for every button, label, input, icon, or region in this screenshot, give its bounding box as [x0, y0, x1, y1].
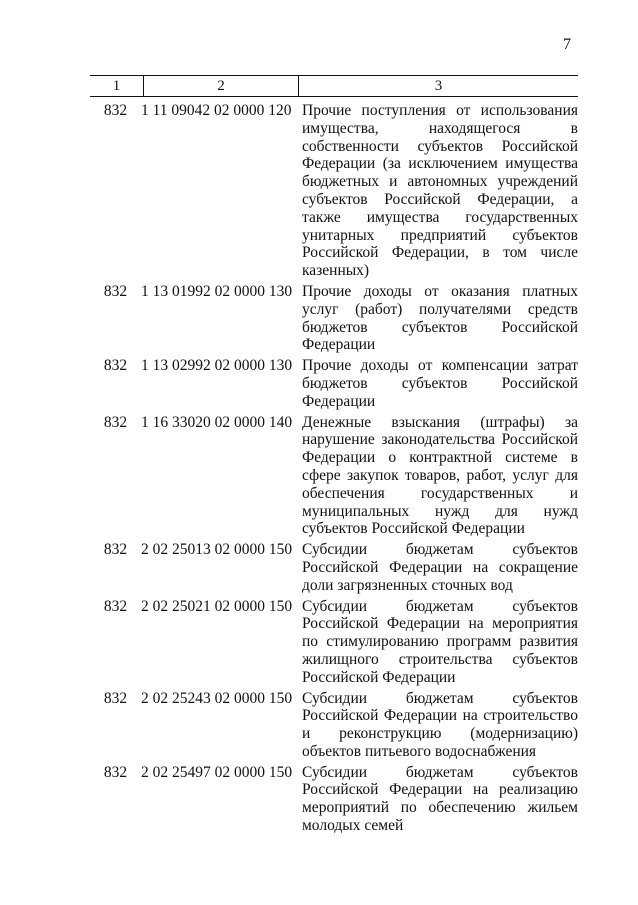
table-body: [90, 99, 578, 835]
budget-code-cell: 2 02 25013 02 0000 150: [141, 541, 293, 559]
income-name-cell: Прочие поступления от использования имущества, находящегося в собственности субъектов Российской Федерации (за исключением имущества бюджетных и автономных учреждений субъектов Российской Федерации, а также имущества государственных унитарных предприятий субъектов Российской Федерации, в том числе казенных): [302, 102, 578, 280]
admin-code-cell: 832: [103, 763, 128, 781]
admin-code-cell: 832: [103, 689, 128, 707]
budget-code-cell: 1 11 09042 02 0000 120: [141, 102, 292, 119]
income-name-cell: Субсидии бюджетам субъектов Российской Федерации на реализацию мероприятий по обеспечению жильем молодых семей: [302, 763, 578, 835]
header-col-1: 1: [90, 76, 144, 96]
table-row: [90, 99, 578, 280]
income-name-cell: Субсидии бюджетам субъектов Российской Федерации на мероприятия по стимулированию программ развития жилищного строительства субъектов Российской Федерации: [302, 597, 578, 686]
header-col-3: 3: [434, 78, 443, 94]
budget-code-cell: 1 13 01992 02 0000 130: [141, 282, 293, 300]
table-row: [90, 538, 578, 594]
budget-code-cell: 2 02 25497 02 0000 150: [141, 763, 293, 781]
table-header: [90, 75, 578, 97]
budget-code-cell: 1 16 33020 02 0000 140: [141, 413, 293, 431]
table-row: [90, 595, 578, 687]
income-name-cell: Прочие доходы от компенсации затрат бюджетов субъектов Российской Федерации: [302, 357, 578, 410]
budget-code-cell: 2 02 25021 02 0000 150: [141, 597, 293, 615]
admin-code-cell: 832: [103, 541, 128, 559]
income-name-cell: Субсидии бюджетам субъектов Российской Федерации на строительство и реконструкцию (модернизацию) объектов питьевого водоснабжения: [302, 689, 578, 760]
table-row: [90, 687, 578, 761]
header-col-2: 2: [144, 76, 299, 96]
budget-code-cell: 1 13 02992 02 0000 130: [141, 357, 293, 375]
admin-code-cell: 832: [103, 102, 128, 119]
income-name-cell: Субсидии бюджетам субъектов Российской Федерации на сокращение доли загрязненных сточных вод: [302, 541, 578, 594]
budget-code-cell: 2 02 25243 02 0000 150: [141, 689, 293, 707]
page-number: 7: [563, 36, 571, 53]
income-name-cell: Денежные взыскания (штрафы) за нарушение законодательства Российской Федерации о контрактной системе в сфере закупок товаров, работ, услуг для обеспечения государственных и муниципальных нужд для нужд субъектов Российской Федерации: [302, 413, 578, 538]
admin-code-cell: 832: [103, 282, 128, 300]
table-row: [90, 280, 578, 354]
table-row: [90, 761, 578, 835]
admin-code-cell: 832: [103, 597, 128, 615]
table-row: [90, 354, 578, 410]
admin-code-cell: 832: [103, 413, 128, 431]
admin-code-cell: 832: [103, 357, 128, 375]
table-row: [90, 411, 578, 539]
income-name-cell: Прочие доходы от оказания платных услуг (работ) получателями средств бюджетов субъектов Российской Федерации: [302, 282, 578, 354]
